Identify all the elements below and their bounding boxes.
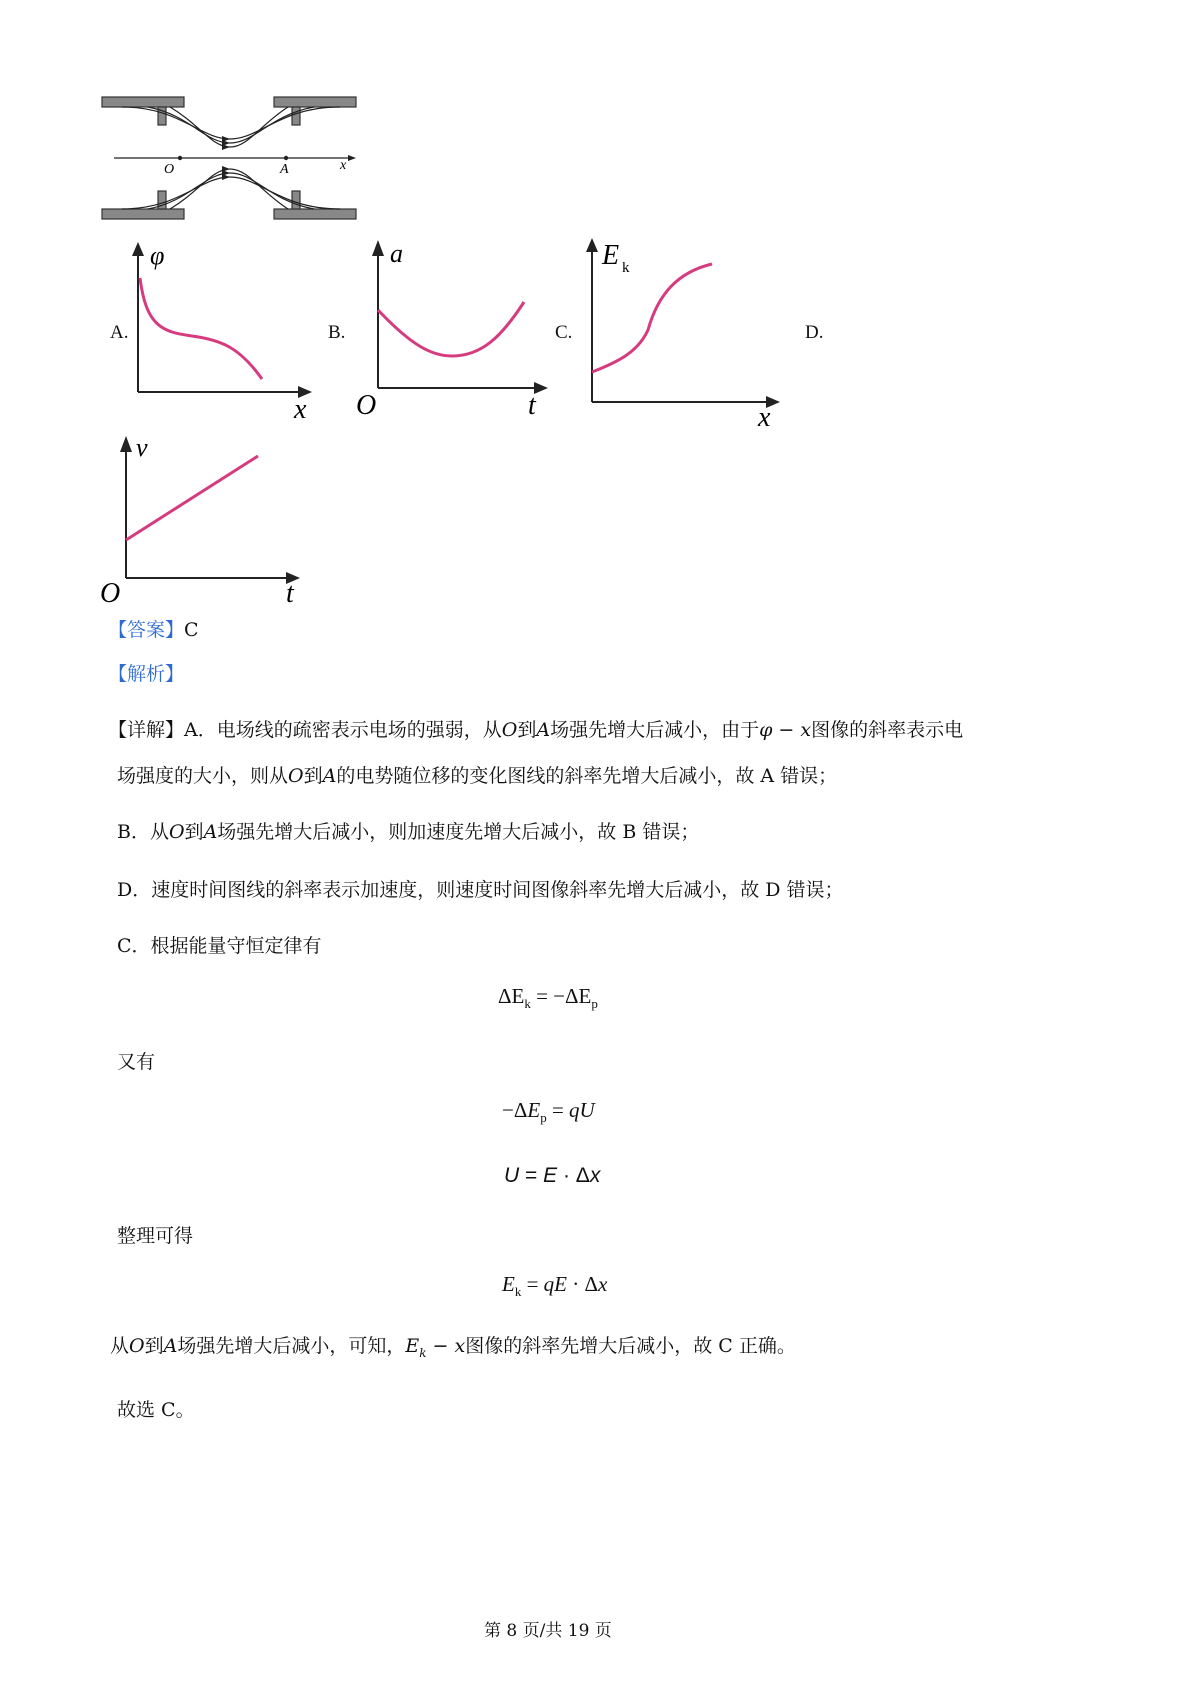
- detail-tag: 【详解】: [108, 719, 185, 741]
- var-A: A: [203, 821, 218, 843]
- var-A: A: [322, 765, 337, 787]
- text-span: 的电势随位移的变化图线的斜率先增大后减小，故 A 错误；: [336, 765, 838, 787]
- formula-potential-energy: $-\Delta E_p$ = qU: [502, 1098, 595, 1126]
- text-span: 从: [110, 1335, 130, 1357]
- final-choice: 故选 C。: [117, 1399, 195, 1421]
- axis-label-ek: E: [602, 240, 620, 271]
- text-span: 图像的斜率先增大后减小，故 C 正确。: [465, 1335, 796, 1357]
- page-footer: 第 8 页/共 19 页: [484, 1621, 612, 1641]
- also-text: 又有: [117, 1051, 156, 1073]
- analysis-tag: 【解析】: [108, 663, 185, 685]
- option-b-label: B.: [328, 322, 346, 343]
- origin-label: O: [356, 390, 377, 420]
- formula-kinetic-energy: $E_k$ = qE · Δx: [502, 1272, 608, 1300]
- var-A: A: [163, 1335, 178, 1357]
- electric-field-diagram: [100, 95, 362, 223]
- text-span: 场强先增大后减小，由于: [550, 719, 760, 741]
- axis-label-x: x: [758, 402, 771, 430]
- label-A: A: [280, 162, 289, 177]
- text-span: 图像的斜率表示电: [811, 719, 964, 741]
- detail-line-d: D．速度时间图线的斜率表示加速度，则速度时间图像斜率先增大后减小，故 D 错误；: [117, 879, 844, 901]
- detail-line-c: C．根据能量守恒定律有: [117, 935, 322, 957]
- axis-label-x: x: [294, 394, 307, 420]
- axis-label-t: t: [286, 578, 294, 609]
- formula-voltage: U = E · Δx: [504, 1164, 601, 1187]
- axis-label-a: a: [390, 239, 403, 268]
- detail-line-2: [117, 762, 837, 790]
- text-span: 到: [303, 765, 323, 787]
- label-O: O: [164, 162, 175, 177]
- text-span: 到: [517, 719, 537, 741]
- label-x: x: [340, 158, 347, 173]
- answer-tag: 【答案】: [108, 619, 185, 641]
- var-A: A: [536, 719, 551, 741]
- text-span: 到: [144, 1335, 164, 1357]
- formula-energy-conservation: $\Delta E_k = -\Delta E_p$: [498, 984, 598, 1012]
- detail-line-b: [117, 818, 699, 846]
- option-d-label: D.: [805, 322, 824, 343]
- detail-line-1: [108, 716, 963, 744]
- graph-a-phi-x: [122, 236, 322, 420]
- graph-b-a-t: [352, 236, 552, 420]
- option-a-label: A.: [110, 322, 129, 343]
- text-span: 到: [184, 821, 204, 843]
- answer-line: [108, 616, 199, 644]
- text-span: B．从: [117, 821, 169, 843]
- var-O: O: [129, 1335, 145, 1357]
- axis-label-phi: φ: [150, 241, 165, 270]
- var-O: O: [288, 765, 304, 787]
- graph-d-v-t: [100, 432, 310, 610]
- option-c-label: C.: [555, 322, 573, 343]
- axis-label-v: v: [136, 433, 148, 462]
- text-span: 场强度的大小，则从: [117, 765, 289, 787]
- graph-c-ek-x: [578, 234, 798, 430]
- var-O: O: [501, 719, 518, 741]
- conclusion-line: [110, 1332, 796, 1367]
- phi-x-expr: φ − x: [759, 719, 812, 741]
- organize-text: 整理可得: [117, 1225, 194, 1247]
- text-span: A．电场线的疏密表示电场的强弱，从: [184, 719, 502, 741]
- origin-label: O: [100, 578, 121, 609]
- axis-label-ek-sub: k: [622, 260, 630, 276]
- var-O: O: [168, 821, 185, 843]
- ek-x-expr: $E_k - x$: [405, 1335, 466, 1360]
- text-span: 场强先增大后减小，可知，: [177, 1335, 406, 1357]
- text-span: 场强先增大后减小，则加速度先增大后减小，故 B 错误；: [217, 821, 700, 843]
- answer-value: C: [184, 619, 199, 641]
- axis-label-t: t: [528, 390, 536, 420]
